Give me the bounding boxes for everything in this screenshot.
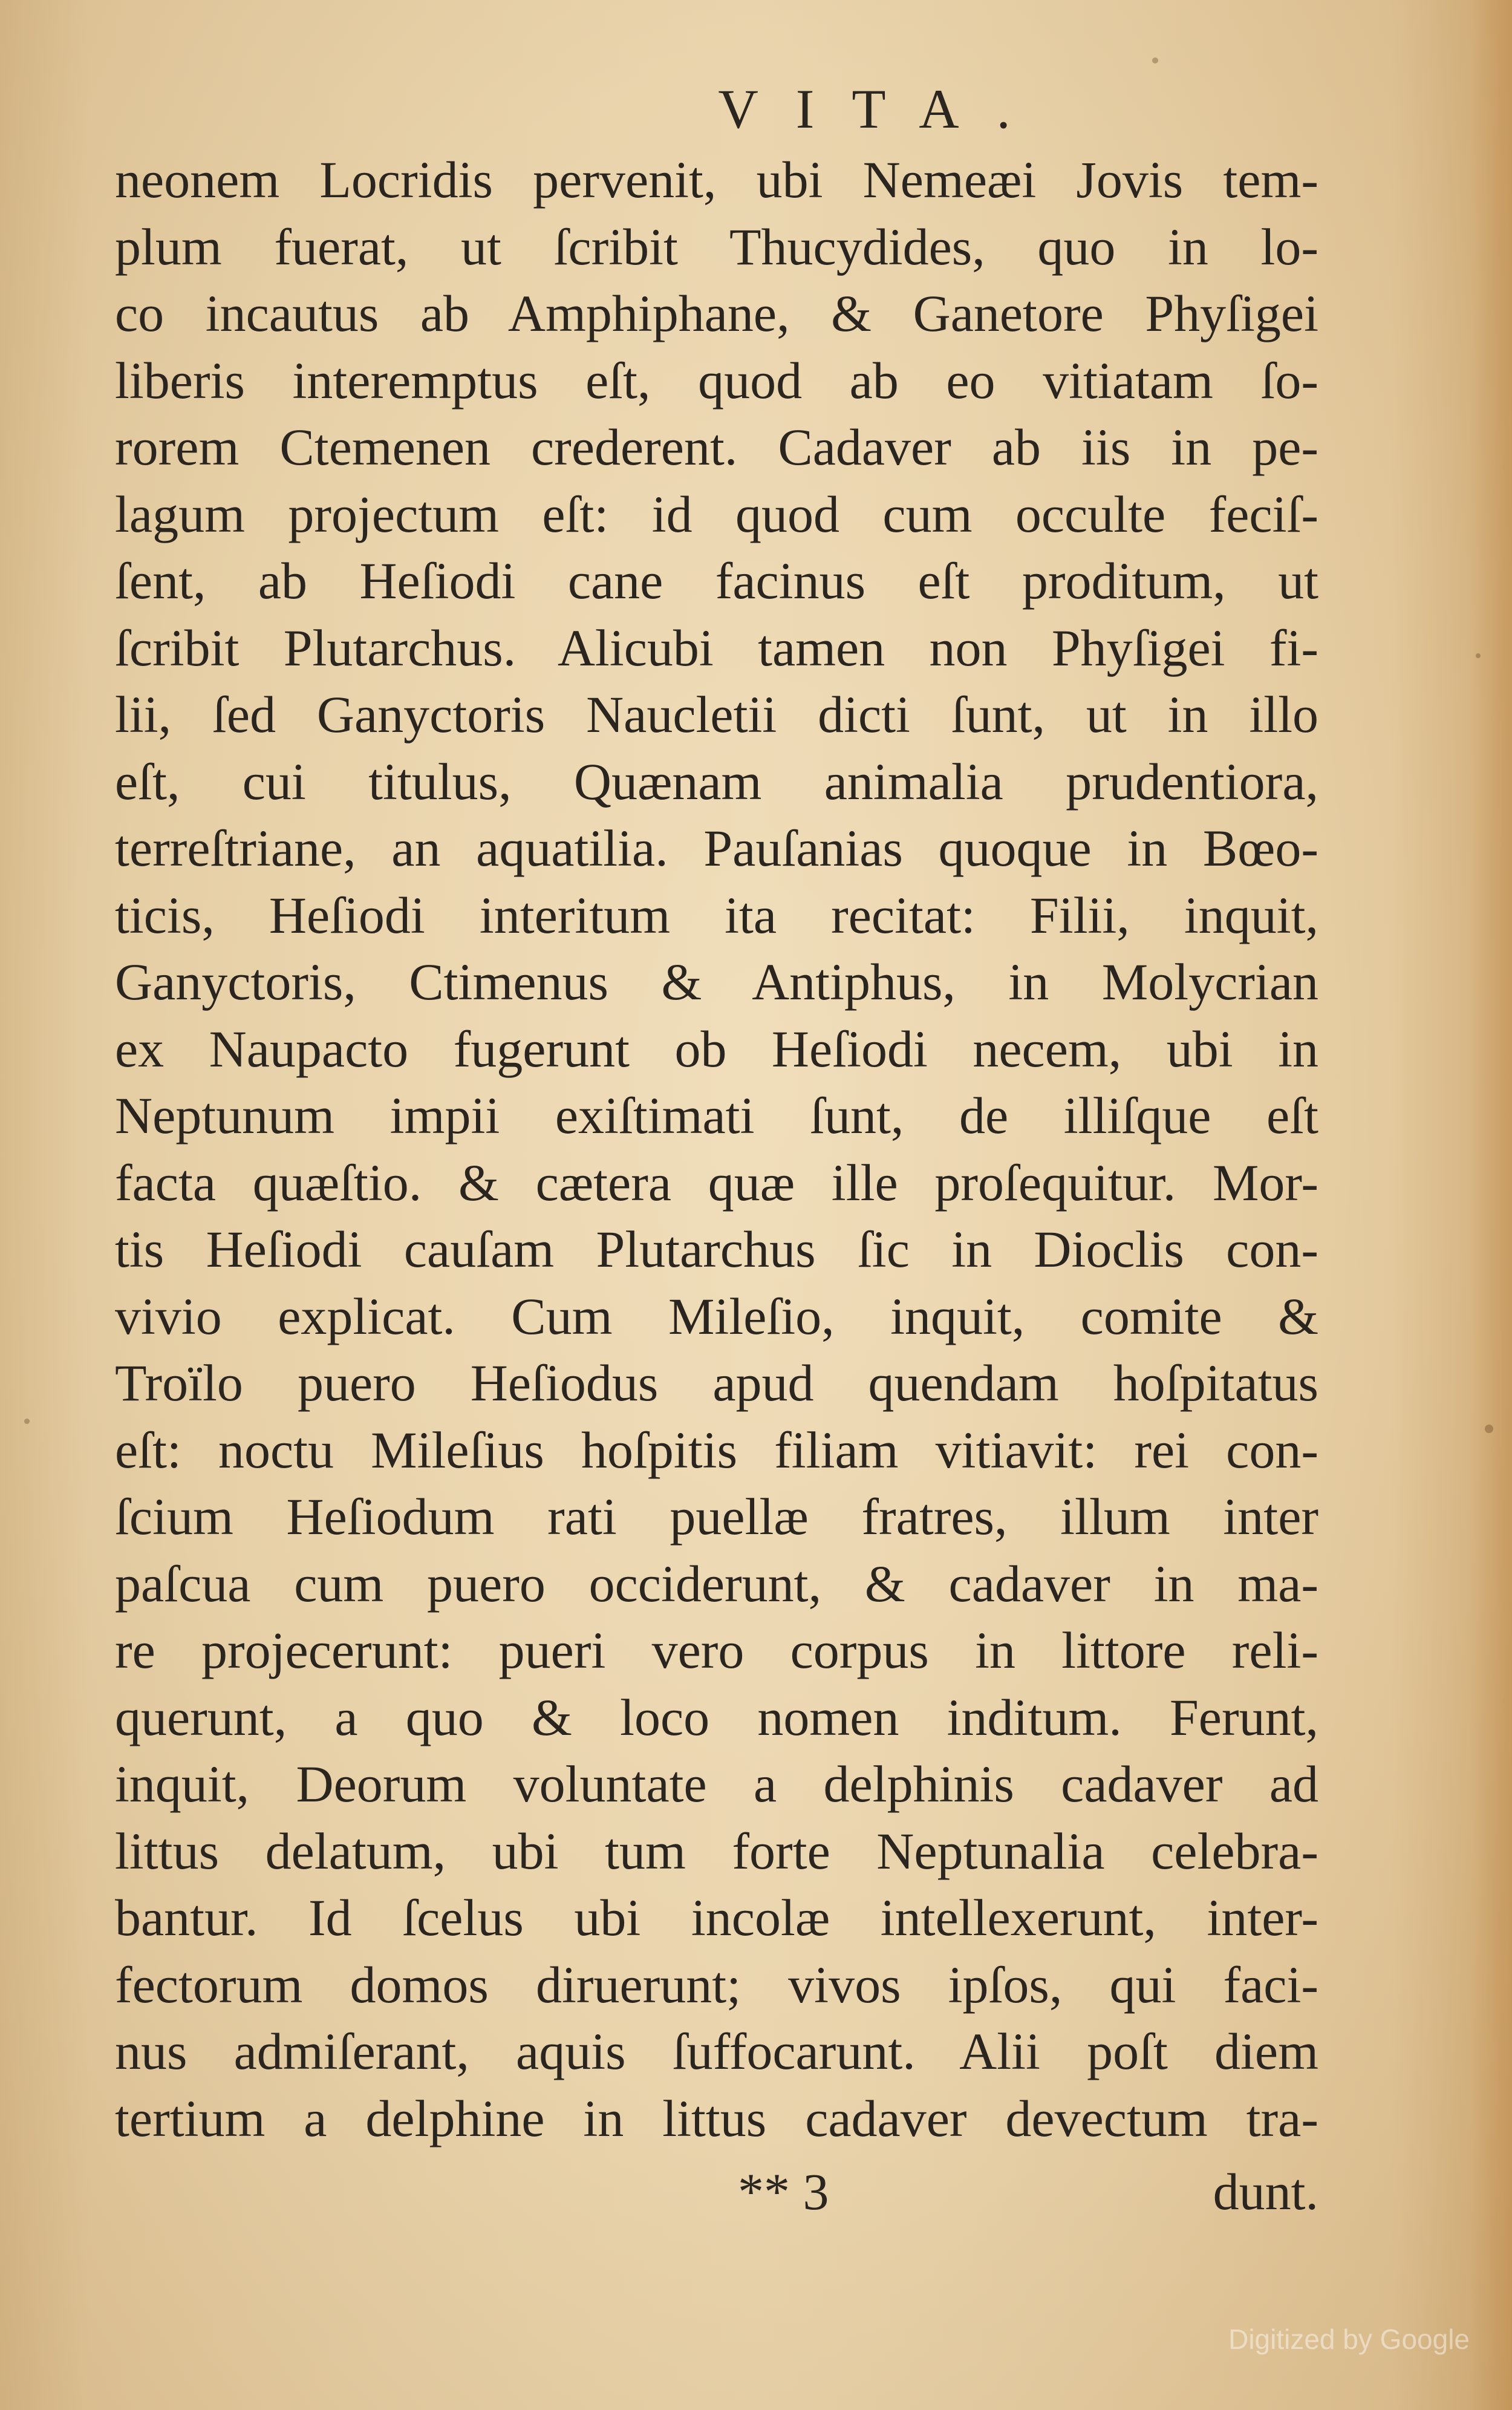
text-line: facta quæſtio. & cætera quæ ille proſequitur. Mor- bbox=[115, 1153, 1318, 1212]
text-line: re projecerunt: pueri vero corpus in littore reli- bbox=[115, 1621, 1318, 1679]
text-line: rorem Ctemenen crederent. Cadaver ab iis in pe- bbox=[115, 418, 1318, 476]
page-edge-shadow bbox=[1470, 0, 1512, 2410]
text-line: Troïlo puero Heſiodus apud quendam hoſpitatus bbox=[115, 1354, 1318, 1412]
text-line: querunt, a quo & loco nomen inditum. Ferunt, bbox=[115, 1688, 1318, 1746]
text-line: littus delatum, ubi tum forte Neptunalia celebra- bbox=[115, 1821, 1318, 1880]
text-line: neonem Locridis pervenit, ubi Nemeæi Jovis tem- bbox=[115, 151, 1318, 209]
text-line: terreſtriane, an aquatilia. Pauſanias quoque in Bœo- bbox=[115, 819, 1318, 877]
text-line: fectorum domos diruerunt; vivos ipſos, qui faci- bbox=[115, 1955, 1318, 2014]
paper-speck bbox=[1485, 1425, 1493, 1433]
text-line: vivio explicat. Cum Mileſio, inquit, comite & bbox=[115, 1287, 1318, 1345]
text-line: liberis interemptus eſt, quod ab eo vitiatam ſo- bbox=[115, 351, 1318, 410]
text-line: ſcium Heſiodum rati puellæ fratres, illum inter bbox=[115, 1487, 1318, 1546]
paper-speck bbox=[24, 1419, 30, 1424]
catchword: dunt. bbox=[1213, 2163, 1318, 2221]
text-line: ticis, Heſiodi interitum ita recitat: Filii, inquit, bbox=[115, 886, 1318, 944]
signature-mark: ** 3 bbox=[738, 2163, 829, 2221]
text-line: nus admiſerant, aquis ſuffocarunt. Alii poſt diem bbox=[115, 2022, 1318, 2080]
text-line: co incautus ab Amphiphane, & Ganetore Phyſigei bbox=[115, 284, 1318, 342]
digitization-watermark: Digitized by Google bbox=[1228, 2323, 1470, 2355]
text-line: ex Naupacto fugerunt ob Heſiodi necem, ubi in bbox=[115, 1019, 1318, 1078]
text-line: Ganyctoris, Ctimenus & Antiphus, in Molycrian bbox=[115, 953, 1318, 1011]
running-header: VITA. bbox=[718, 78, 1048, 140]
text-line: paſcua cum puero occiderunt, & cadaver in ma- bbox=[115, 1554, 1318, 1613]
text-line: eſt: noctu Mileſius hoſpitis filiam vitiavit: rei con- bbox=[115, 1420, 1318, 1479]
text-line: tis Heſiodi cauſam Plutarchus ſic in Dioclis con- bbox=[115, 1220, 1318, 1278]
text-line: bantur. Id ſcelus ubi incolæ intellexerunt, inter- bbox=[115, 1889, 1318, 1947]
body-text bbox=[115, 146, 1318, 2152]
text-line: tertium a delphine in littus cadaver devectum tra- bbox=[115, 2089, 1318, 2147]
paper-speck bbox=[1152, 57, 1158, 64]
text-line: lagum projectum eſt: id quod cum occulte feciſ- bbox=[115, 485, 1318, 543]
text-line: inquit, Deorum voluntate a delphinis cadaver ad bbox=[115, 1755, 1318, 1813]
text-line: lii, ſed Ganyctoris Naucletii dicti ſunt, ut in illo bbox=[115, 685, 1318, 743]
text-line: ſent, ab Heſiodi cane facinus eſt proditum, ut bbox=[115, 552, 1318, 610]
paper-speck bbox=[1476, 653, 1481, 658]
text-line: eſt, cui titulus, Quænam animalia prudentiora, bbox=[115, 752, 1318, 811]
text-line: ſcribit Plutarchus. Alicubi tamen non Phyſigei fi- bbox=[115, 618, 1318, 677]
text-line: plum fuerat, ut ſcribit Thucydides, quo in lo- bbox=[115, 217, 1318, 276]
text-line: Neptunum impii exiſtimati ſunt, de illiſque eſt bbox=[115, 1086, 1318, 1145]
